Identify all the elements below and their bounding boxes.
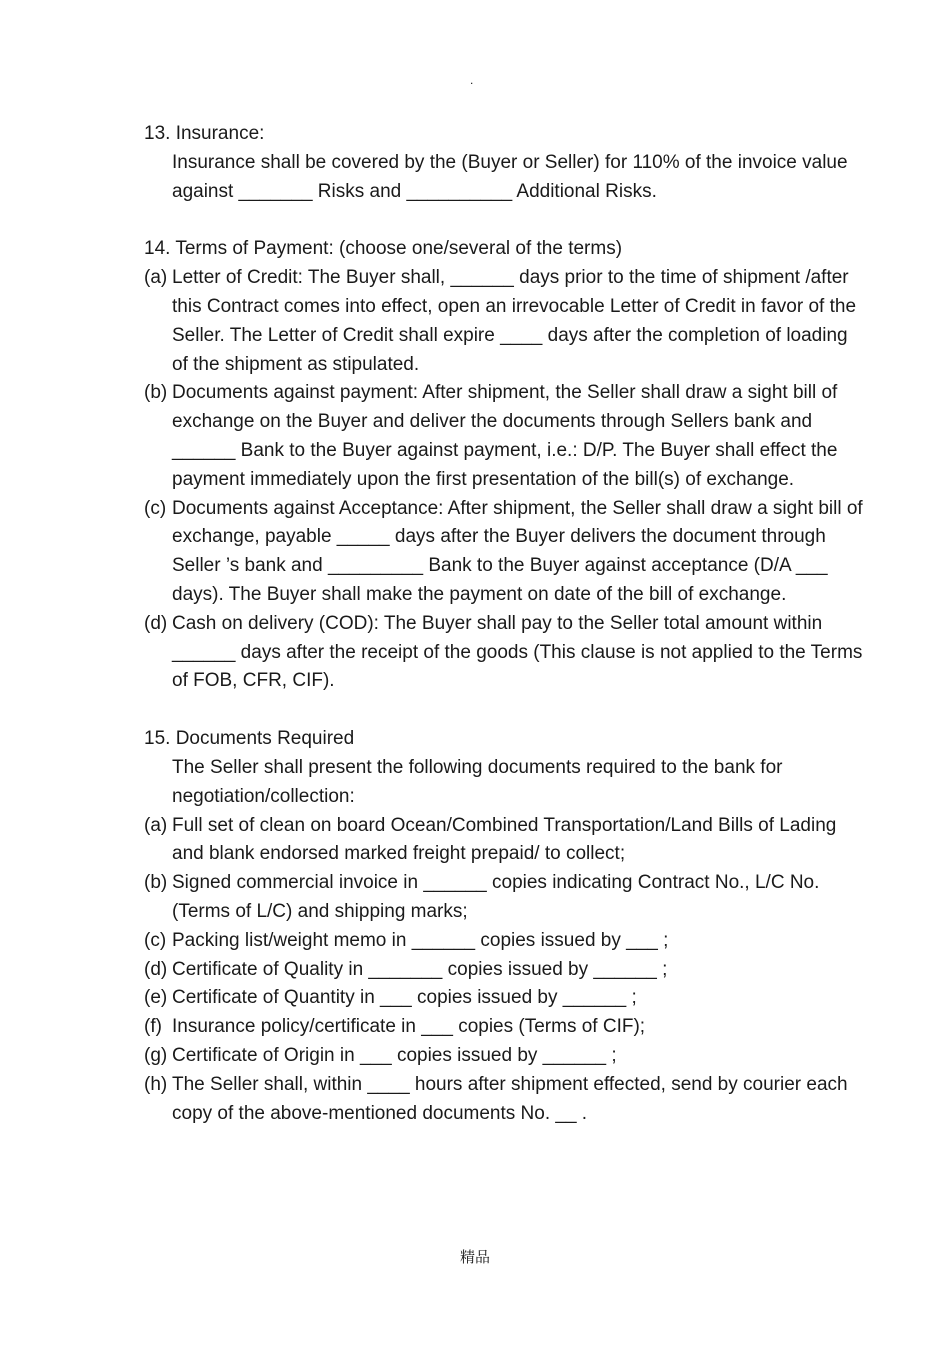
- section-documents-required: [144, 725, 864, 1128]
- list-item: [144, 984, 864, 1013]
- list-item: [144, 1042, 864, 1071]
- list-item: [144, 956, 864, 985]
- list-item: [144, 1071, 864, 1129]
- list-item: [144, 812, 864, 870]
- item-label: (g): [144, 1044, 168, 1066]
- item-text: Signed commercial invoice in ______ copies indicating Contract No., L/C No. (Terms of L/C) and shipping marks;: [172, 872, 820, 922]
- item-label: (d): [144, 612, 168, 634]
- item-label: (b): [144, 382, 168, 404]
- section-insurance: [144, 120, 864, 206]
- item-text: Certificate of Origin in ___ copies issued by ______ ;: [172, 1044, 617, 1066]
- section-paragraph: Insurance shall be covered by the (Buyer or Seller) for 110% of the invoice value against _______ Risks and __________ Additional Risks.: [172, 151, 848, 202]
- header-mark: .: [470, 73, 474, 87]
- page-footer: 精品: [459, 1248, 490, 1266]
- section-heading: 15. Documents Required: [144, 728, 355, 750]
- item-text: Cash on delivery (COD): The Buyer shall pay to the Seller total amount within ______ days after the receipt of the goods (This clause is not applied to the Terms of FOB, CFR, CIF).: [172, 612, 863, 692]
- item-text: Letter of Credit: The Buyer shall, ______ days prior to the time of shipment /after this Contract comes into effect, open an irrevocable Letter of Credit in favor of the Seller. The Letter of Credit shall expire ____ days after the completion of loading of the shipment as stipulated.: [172, 267, 857, 375]
- item-text: Full set of clean on board Ocean/Combined Transportation/Land Bills of Lading and blank endorsed marked freight prepaid/ to collect;: [172, 814, 837, 865]
- item-text: Packing list/weight memo in ______ copies issued by ___ ;: [172, 929, 669, 951]
- item-label: (d): [144, 958, 168, 980]
- item-text: Insurance policy/certificate in ___ copies (Terms of CIF);: [172, 1016, 646, 1038]
- item-label: (a): [144, 814, 168, 836]
- item-label: (c): [144, 497, 167, 519]
- item-label: (b): [144, 872, 168, 894]
- item-label: (h): [144, 1073, 168, 1095]
- document-body: [144, 120, 864, 1128]
- section-heading: 14. Terms of Payment: (choose one/several of the terms): [144, 238, 623, 260]
- item-text: Certificate of Quantity in ___ copies issued by ______ ;: [172, 987, 637, 1009]
- item-text: Certificate of Quality in _______ copies issued by ______ ;: [172, 958, 668, 980]
- list-item: [144, 869, 864, 927]
- section-heading: 13. Insurance:: [144, 123, 265, 144]
- item-label: (e): [144, 987, 168, 1009]
- item-label: (a): [144, 267, 168, 289]
- list-item: [144, 610, 864, 696]
- list-item: [144, 1013, 864, 1042]
- item-text: Documents against payment: After shipment, the Seller shall draw a sight bill of exchange on the Buyer and deliver the documents through Sellers bank and ______ Bank to the Buyer against payment, i.e.: D/P. The Buyer shall effect the payment immediately upon the first presentation of the bill(s) of exchange.: [172, 382, 838, 490]
- list-item: [144, 379, 864, 494]
- section-terms-of-payment: [144, 235, 864, 696]
- item-text: The Seller shall, within ____ hours after shipment effected, send by courier each copy of the above-mentioned documents No. __ .: [172, 1073, 848, 1124]
- section-paragraph: The Seller shall present the following documents required to the bank for negotiation/collection:: [172, 756, 783, 807]
- list-item: [144, 495, 864, 610]
- list-item: [144, 927, 864, 956]
- item-label: (c): [144, 929, 167, 951]
- item-label: (f): [144, 1016, 162, 1038]
- list-item: [144, 264, 864, 379]
- item-text: Documents against Acceptance: After shipment, the Seller shall draw a sight bill of exchange, payable _____ days after the Buyer delivers the document through Seller ’s bank and _________ Bank to the Buyer against acceptance (D/A ___ days). The Buyer shall make the payment on date of the bill of exchange.: [172, 497, 863, 605]
